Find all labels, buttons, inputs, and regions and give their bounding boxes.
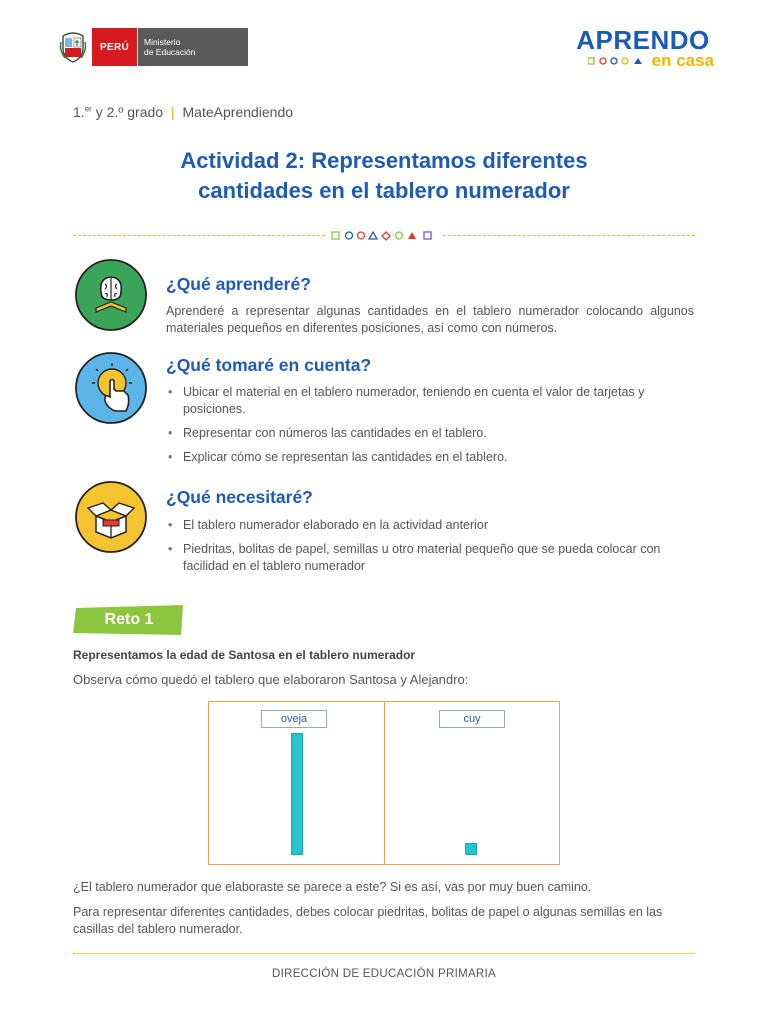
ministry-logo bbox=[58, 28, 248, 66]
page-title bbox=[100, 146, 668, 206]
ministry-line1: Ministerio bbox=[143, 37, 181, 47]
peru-shield-icon bbox=[58, 28, 88, 66]
title-line1: Actividad 2: Representamos diferentes bbox=[180, 148, 588, 173]
list-item: • Representar con números las cantidades en el tablero. bbox=[166, 425, 694, 442]
divider-shapes-icon bbox=[330, 229, 438, 243]
reto-label: Reto 1 bbox=[104, 611, 154, 628]
list-item: • Piedritas, bolitas de papel, semillas u otro material pequeño que se pueda colocar con facilidad en el tablero numerador bbox=[166, 541, 694, 575]
card-oveja: oveja bbox=[261, 710, 327, 728]
need-list bbox=[166, 517, 694, 582]
tablero-numerador bbox=[208, 701, 560, 865]
grade-level: 1. bbox=[73, 104, 85, 120]
counter-bar-oveja bbox=[291, 733, 303, 855]
reto-instruction: Observa cómo quedó el tablero que elaboraron Santosa y Alejandro: bbox=[73, 672, 469, 687]
consider-title: ¿Qué tomaré en cuenta? bbox=[166, 355, 372, 375]
title-line2: cantidades en el tablero numerador bbox=[198, 178, 570, 203]
grade-program: MateAprendiendo bbox=[182, 104, 294, 120]
paragraph-1: ¿El tablero numerador que elaboraste se parece a este? Si es así, vas por muy buen camino. bbox=[73, 880, 592, 894]
need-icon bbox=[74, 480, 148, 559]
divider-dash-right bbox=[443, 235, 695, 236]
need-title: ¿Qué necesitaré? bbox=[166, 487, 313, 507]
footer-text: DIRECCIÓN DE EDUCACIÓN PRIMARIA bbox=[272, 968, 496, 980]
ministry-label bbox=[137, 28, 248, 66]
brand-shapes-icon bbox=[588, 57, 646, 65]
divider-dash-left bbox=[73, 235, 325, 236]
brand-top-text: APRENDO bbox=[576, 25, 710, 55]
ministry-line2: de Educación bbox=[143, 47, 196, 57]
paragraph-2: Para representar diferentes cantidades, debes colocar piedritas, bolitas de papel o algunas semillas en las casillas del tablero numerador. bbox=[73, 905, 663, 936]
title-divider bbox=[73, 229, 695, 243]
list-item: • El tablero numerador elaborado en la actividad anterior bbox=[166, 517, 694, 534]
aprendo-en-casa-logo bbox=[572, 26, 714, 70]
peru-label: PERÚ bbox=[92, 28, 137, 66]
list-item: • Ubicar el material en el tablero numerador, teniendo en cuenta el valor de tarjetas y posiciones. bbox=[166, 384, 694, 418]
card-cuy: cuy bbox=[439, 710, 505, 728]
reto-subtitle: Representamos la edad de Santosa en el tablero numerador bbox=[73, 648, 416, 662]
learn-title: ¿Qué aprenderé? bbox=[166, 274, 311, 294]
footer-divider bbox=[73, 953, 695, 954]
grade-level-sup: er bbox=[84, 104, 92, 114]
grade-line bbox=[73, 104, 293, 120]
grade-rest: y 2.º grado bbox=[91, 104, 164, 120]
board-divider bbox=[384, 702, 385, 864]
grade-separator: | bbox=[170, 104, 175, 120]
brand-bottom-text: en casa bbox=[651, 51, 714, 70]
list-item: • Explicar cómo se representan las cantidades en el tablero. bbox=[166, 449, 694, 466]
learn-text: Aprenderé a representar algunas cantidades en el tablero numerador colocando algunos materiales pequeños en diferentes posiciones, así como con números. bbox=[166, 304, 694, 335]
counter-bar-cuy bbox=[465, 843, 477, 855]
consider-icon bbox=[74, 351, 148, 430]
reto-badge bbox=[73, 605, 185, 635]
consider-list bbox=[166, 384, 694, 473]
learn-icon bbox=[74, 258, 148, 337]
